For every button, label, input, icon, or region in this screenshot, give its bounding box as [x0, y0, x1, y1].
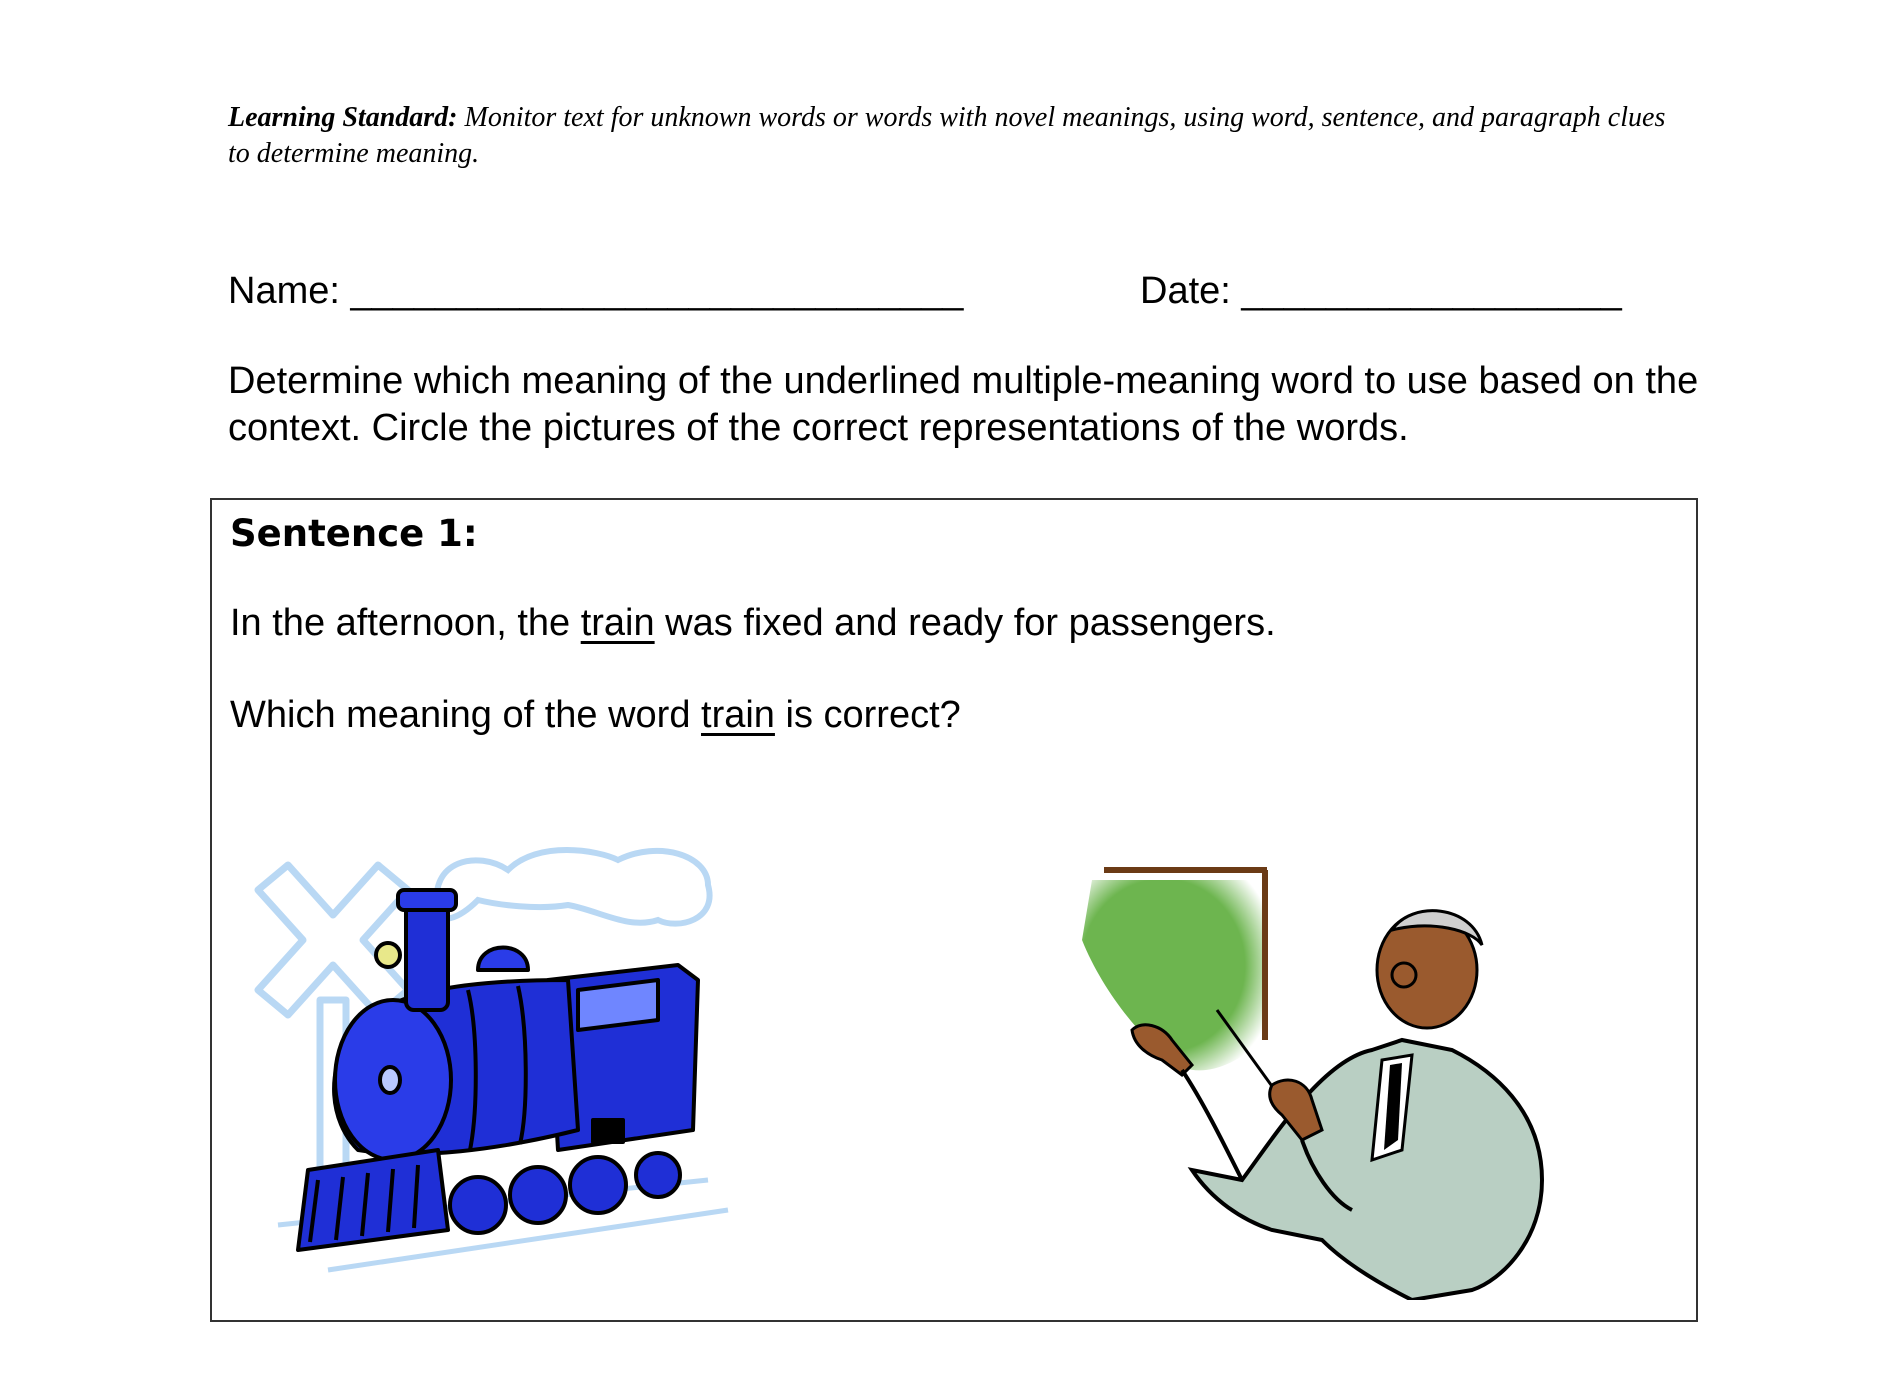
sentence-box [210, 498, 1698, 1322]
name-blank[interactable]: _____________________________ [350, 270, 964, 312]
name-field[interactable] [228, 268, 963, 314]
teacher-pointing-icon [1072, 860, 1572, 1300]
question-underlined-word: train [701, 694, 775, 736]
question-text [230, 694, 961, 737]
question-before: Which meaning of the word [230, 694, 702, 736]
date-blank[interactable]: __________________ [1241, 270, 1622, 312]
question-after: is correct? [774, 694, 961, 736]
name-label: Name: [228, 270, 351, 312]
date-field[interactable] [1140, 268, 1622, 314]
learning-standard-text: Monitor text for unknown words or words with novel meanings, using word, sentence, and paragraph clues to determine meaning. [228, 102, 1666, 169]
steam-train-icon [238, 830, 738, 1280]
learning-standard [228, 100, 1668, 172]
sentence-text-before: In the afternoon, the [230, 602, 581, 644]
sentence-text-after: was fixed and ready for passengers. [654, 602, 1276, 644]
sentence-title: Sentence 1: [230, 512, 478, 555]
steam-train-picture[interactable] [238, 830, 738, 1280]
learning-standard-label: Learning Standard: [228, 102, 458, 133]
date-label: Date: [1140, 270, 1242, 312]
teacher-picture[interactable] [1072, 860, 1572, 1300]
instructions: Determine which meaning of the underlined multiple-meaning word to use based on the context. Circle the pictures of the correct representations of the words. [228, 360, 1699, 449]
underlined-word: train [580, 602, 655, 644]
sentence-text [230, 602, 1276, 645]
